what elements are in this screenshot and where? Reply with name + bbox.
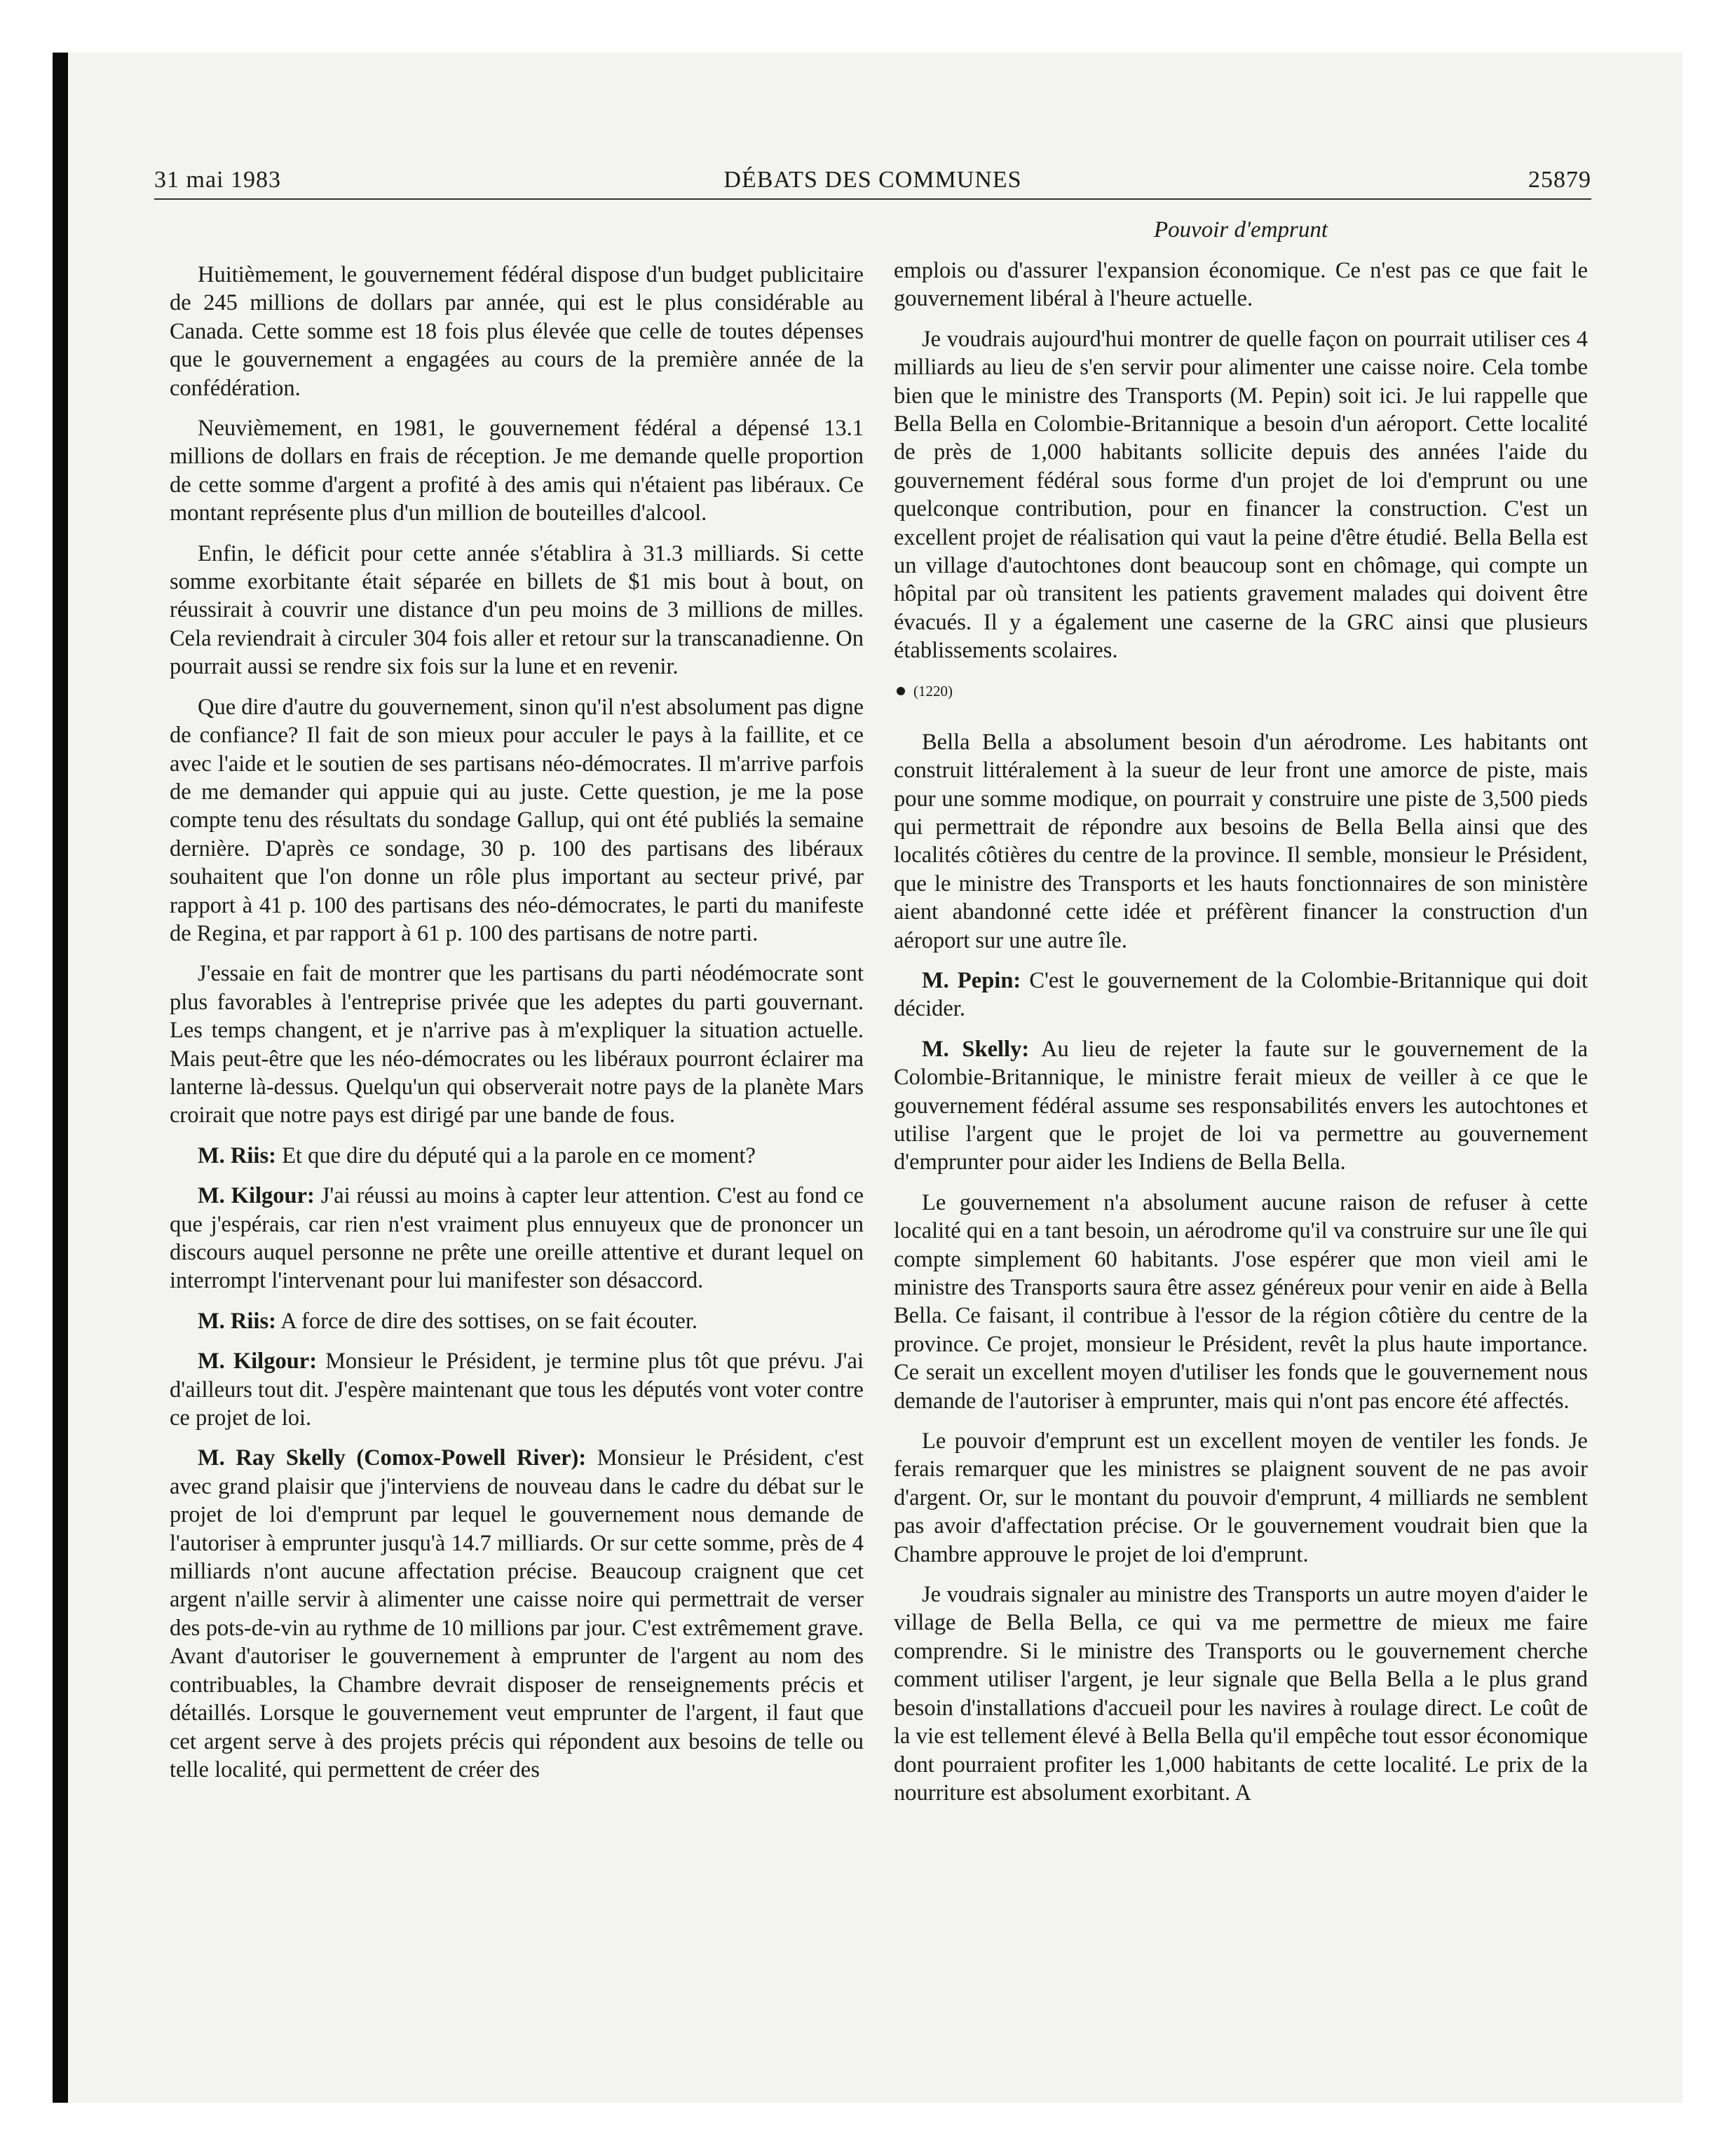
header-title: DÉBATS DES COMMUNES <box>723 167 1022 193</box>
paragraph: Enfin, le déficit pour cette année s'établira à 31.3 milliards. Si cette somme exorbitante était séparée en billets de $1 mis bout à bout, on réussirait à couvrir une distance d'un peu moins de 3 millions de milles. Cela reviendrait à circuler 304 fois aller et retour sur la transcanadienne. On pourrait aussi se rendre six fois sur la lune et en revenir. <box>170 540 864 680</box>
bullet-icon <box>897 687 905 695</box>
speech-paragraph <box>894 967 1588 1023</box>
speech-text: Et que dire du député qui a la parole en ce moment? <box>275 1142 756 1168</box>
speech-paragraph <box>170 1347 864 1432</box>
speaker-name: M. Skelly: <box>922 1036 1030 1062</box>
page-header <box>154 163 1591 198</box>
paragraph: emplois ou d'assurer l'expansion économique. Ce n'est pas ce que fait le gouvernement libéral à l'heure actuelle. <box>894 258 1588 312</box>
time-marker-text: (1220) <box>913 682 953 700</box>
running-head: Pouvoir d'emprunt <box>1153 217 1328 243</box>
paragraph: J'essaie en fait de montrer que les partisans du parti néodémocrate sont plus favorables à l'entreprise privée que les adeptes du parti gouvernant. Les temps changent, et je n'arrive pas à m'expliquer la situation actuelle. Mais peut-être que les néo-démocrates ou les libéraux pourront éclairer ma lanterne là-dessus. Quelqu'un qui observerait notre pays de la planète Mars croirait que notre pays est dirigé par une bande de fous. <box>170 961 864 1128</box>
right-column <box>894 257 1588 2072</box>
speaker-name: M. Riis: <box>198 1308 276 1334</box>
header-page-number: 25879 <box>1528 167 1591 193</box>
time-marker <box>894 681 1588 702</box>
speech-paragraph <box>170 1307 864 1335</box>
speaker-name: M. Riis: <box>198 1142 276 1168</box>
speech-text: J'ai réussi au moins à capter leur attention. C'est au fond ce que j'espérais, car rien n'est vraiment plus ennuyeux que de prononcer un discours auquel personne ne prête une oreille attentive et durant lequel on interrompt l'intervenant pour lui manifester son désaccord. <box>170 1183 864 1294</box>
paragraph: Que dire d'autre du gouvernement, sinon qu'il n'est absolument pas digne de confiance? Il fait de son mieux pour acculer le pays à la faillite, et ce avec l'aide et le soutien de ses partisans néo-démocrates. Il m'arrive parfois de me demander qui appuie qui au juste. Cette question, je me la pose compte tenu des résultats du sondage Gallup, qui ont été publiés la semaine dernière. D'après ce sondage, 30 p. 100 des partisans des libéraux souhaitent que l'on donne un rôle plus important au secteur privé, par rapport à 41 p. 100 des partisans des néo-démocrates, le parti du manifeste de Regina, et par rapport à 61 p. 100 des partisans de notre parti. <box>170 694 864 946</box>
scan-border <box>53 53 68 2103</box>
speaker-name: M. Kilgour: <box>198 1349 318 1374</box>
paragraph: Huitièmement, le gouvernement fédéral dispose d'un budget publicitaire de 245 millions de dollars par année, qui est le plus considérable au Canada. Cette somme est 18 fois plus élevée que celle de toutes dépenses que le gouvernement a engagées au cours de la première année de la confédération. <box>170 262 864 401</box>
paragraph: Bella Bella a absolument besoin d'un aérodrome. Les habitants ont construit littéralement à la sueur de leur front une amorce de piste, mais pour une somme modique, on pourrait y construire une piste de 3,500 pieds qui permettrait de répondre aux besoins de Bella Bella ainsi que des localités côtières du centre de la province. Il semble, monsieur le Président, que le ministre des Transports et les hauts fonctionnaires de son ministère aient abandonné cette idée et préfèrent financer la construction d'un aéroport sur une autre île. <box>894 729 1588 953</box>
speech-text: A force de dire des sottises, on se fait écouter. <box>275 1308 698 1334</box>
speech-paragraph <box>170 1444 864 1784</box>
paragraph: Neuvièmement, en 1981, le gouvernement fédéral a dépensé 13.1 millions de dollars en frais de réception. Je me demande quelle proportion de cette somme d'argent a profité à des amis qui n'étaient pas libéraux. Ce montant représente plus d'un million de bouteilles d'alcool. <box>170 416 864 526</box>
speaker-name: M. Ray Skelly (Comox-Powell River): <box>198 1445 587 1471</box>
speech-text: Monsieur le Président, c'est avec grand plaisir que j'interviens de nouveau dans le cadre du débat sur le projet de loi d'emprunt par lequel le gouvernement nous demande de l'autoriser à emprunter jusqu'à 14.7 milliards. Or sur cette somme, près de 4 milliards n'ont aucune affectation précise. Beaucoup craignent que cet argent n'aille servir à alimenter une caisse noire qui permettrait de verser des pots-de-vin au rythme de 10 millions par jour. C'est extrêmement grave. Avant d'autoriser le gouvernement à emprunter de l'argent au nom des contribuables, la Chambre devrait disposer de renseignements précis et détaillés. Lorsque le gouvernement veut emprunter de l'argent, il faut que cet argent serve à des projets précis qui répondent aux besoins de telle ou telle localité, qui permettent de créer des <box>170 1445 864 1782</box>
paragraph: Le gouvernement n'a absolument aucune raison de refuser à cette localité qui en a tant besoin, un aérodrome qu'il va construire sur une île qui compte simplement 60 habitants. J'ose espérer que mon vieil ami le ministre des Transports saura être assez généreux pour venir en aide à Bella Bella. Ce faisant, il contribue à l'essor de la région côtière du centre de la province. Ce projet, monsieur le Président, revêt la plus haute importance. Ce serait un excellent moyen d'utiliser les fonds que le gouvernement nous demande de l'autoriser à emprunter, mais qui n'ont pas encore été affectés. <box>894 1189 1588 1414</box>
paragraph: Je voudrais aujourd'hui montrer de quelle façon on pourrait utiliser ces 4 milliards au lieu de s'en servir pour alimenter une caisse noire. Cela tombe bien que le ministre des Transports (M. Pepin) soit ici. Je lui rappelle que Bella Bella en Colombie-Britannique a besoin d'un aéroport. Cette localité de près de 1,000 habitants sollicite depuis des années l'aide du gouvernement fédéral sous forme d'un projet de loi d'emprunt ou une quelconque contribution, pour en financer la construction. C'est un excellent projet de réalisation qui vaut la peine d'être étudié. Bella Bella est un village d'autochtones dont beaucoup sont en chômage, qui compte un hôpital par où transitent les patients gravement malades qui doivent être évacués. Il y a également une caserne de la GRC ainsi que plusieurs établissements scolaires. <box>894 326 1588 664</box>
paragraph: Je voudrais signaler au ministre des Transports un autre moyen d'aider le village de Bella Bella, ce qui va me permettre de mieux me faire comprendre. Si le ministre des Transports ou le gouvernement cherche comment utiliser l'argent, je leur signale que Bella Bella a le plus grand besoin d'installations d'accueil pour les navires à roulage direct. Le coût de la vie est tellement élevé à Bella Bella qu'il empêche tout essor économique dont pourraient profiter les 1,000 habitants de cette localité. Le prix de la nourriture est absolument exorbitant. A <box>894 1582 1588 1806</box>
speaker-name: M. Kilgour: <box>198 1183 315 1209</box>
speech-paragraph <box>894 1035 1588 1177</box>
speech-paragraph <box>170 1142 864 1170</box>
speech-text: Au lieu de rejeter la faute sur le gouvernement de la Colombie-Britannique, le ministre ferait mieux de veiller à ce que le gouvernement fédéral assume ses responsabilités envers les autochtones et utilise l'argent que le projet de loi va permettre au gouvernement d'emprunter pour aider les Indiens de Bella Bella. <box>894 1036 1588 1175</box>
paragraph: Le pouvoir d'emprunt est un excellent moyen de ventiler les fonds. Je ferais remarquer que les ministres se plaignent souvent de ne pas avoir d'argent. Or, sur le montant du pouvoir d'emprunt, 4 milliards ne semblent pas avoir d'affectation précise. Or le gouvernement voudrait bien que la Chambre approuve le projet de loi d'emprunt. <box>894 1428 1588 1567</box>
header-date: 31 mai 1983 <box>154 167 281 193</box>
speech-text: Monsieur le Président, je termine plus tôt que prévu. J'ai d'ailleurs tout dit. J'espère maintenant que tous les députés vont voter contre ce projet de loi. <box>170 1349 864 1431</box>
header-rule <box>154 198 1591 200</box>
speaker-name: M. Pepin: <box>922 967 1021 993</box>
left-column <box>170 261 864 2076</box>
speech-text: C'est le gouvernement de la Colombie-Britannique qui doit décider. <box>894 967 1588 1022</box>
speech-paragraph <box>170 1182 864 1295</box>
